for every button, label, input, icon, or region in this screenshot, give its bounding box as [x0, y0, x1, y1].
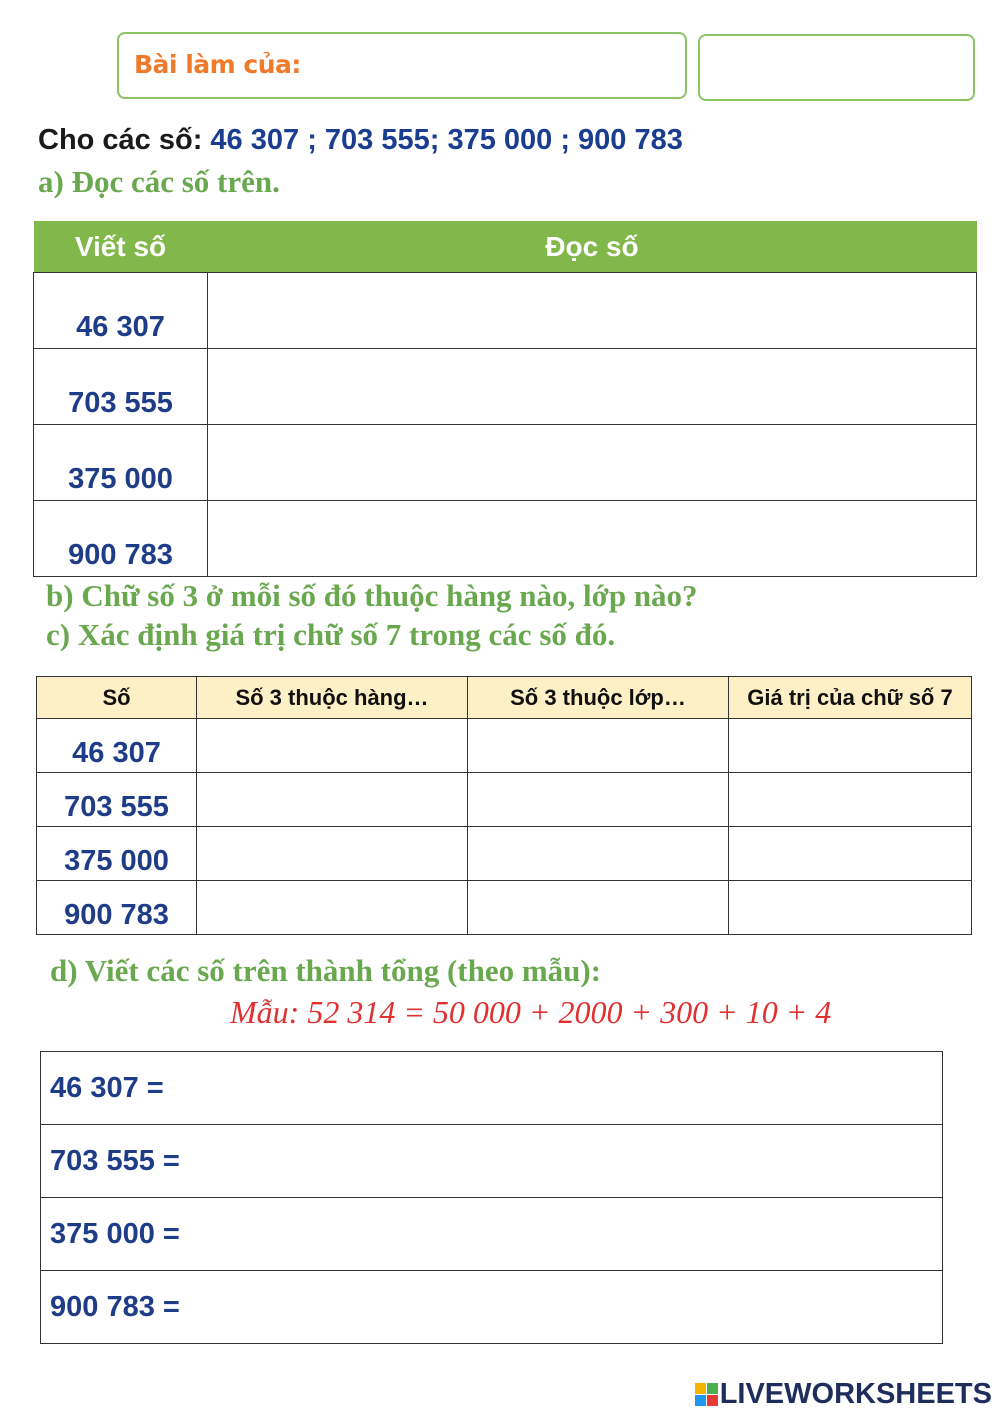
section-b-title: b) Chữ số 3 ở mỗi số đó thuộc hàng nào, lớp nào?: [46, 578, 698, 613]
number-cell: 375 000: [34, 425, 208, 501]
table-row: [34, 349, 977, 425]
table-row: [34, 425, 977, 501]
student-name-label: Bài làm của:: [134, 50, 301, 79]
answer-cell[interactable]: [197, 773, 468, 827]
column-header-read: Đọc số: [208, 221, 977, 273]
table-row: [34, 273, 977, 349]
sum-row-label[interactable]: 900 783 =: [41, 1271, 943, 1344]
answer-cell[interactable]: [468, 881, 729, 935]
table-row[interactable]: [41, 1125, 943, 1198]
number-cell: 46 307: [37, 719, 197, 773]
answer-cell[interactable]: [468, 827, 729, 881]
section-c-title: c) Xác định giá trị chữ số 7 trong các số đó.: [46, 617, 616, 652]
table-row: [37, 881, 972, 935]
answer-cell[interactable]: [208, 273, 977, 349]
intro-prefix: Cho các số:: [38, 124, 203, 156]
number-cell: 900 783: [34, 501, 208, 577]
answer-cell[interactable]: [197, 719, 468, 773]
column-header-number: Số: [37, 677, 197, 719]
liveworksheets-logo: [695, 1378, 992, 1411]
table-row: [37, 773, 972, 827]
column-header-write: Viết số: [34, 221, 208, 273]
answer-cell[interactable]: [197, 881, 468, 935]
column-header-value: Giá trị của chữ số 7: [729, 677, 972, 719]
number-cell: 375 000: [37, 827, 197, 881]
logo-icon: [695, 1383, 718, 1406]
answer-cell[interactable]: [729, 773, 972, 827]
number-cell: 900 783: [37, 881, 197, 935]
model-example: Mẫu: 52 314 = 50 000 + 2000 + 300 + 10 + 4: [230, 994, 832, 1030]
number-cell: 703 555: [37, 773, 197, 827]
section-d-title: d) Viết các số trên thành tổng (theo mẫu):: [50, 953, 602, 988]
sum-row-label[interactable]: 703 555 =: [41, 1125, 943, 1198]
answer-cell[interactable]: [208, 349, 977, 425]
answer-cell[interactable]: [208, 501, 977, 577]
intro-line: [38, 124, 683, 157]
table-row: [37, 827, 972, 881]
answer-cell[interactable]: [197, 827, 468, 881]
reading-table: [33, 221, 977, 577]
sum-row-label[interactable]: 375 000 =: [41, 1198, 943, 1271]
sum-row-label[interactable]: 46 307 =: [41, 1052, 943, 1125]
answer-cell[interactable]: [729, 827, 972, 881]
answer-cell[interactable]: [729, 719, 972, 773]
column-header-place: Số 3 thuộc hàng…: [197, 677, 468, 719]
digit-table: [36, 676, 972, 935]
score-box[interactable]: [698, 34, 975, 101]
table-row: [37, 719, 972, 773]
student-name-box[interactable]: [117, 32, 687, 99]
number-cell: 703 555: [34, 349, 208, 425]
table-row[interactable]: [41, 1052, 943, 1125]
table-row: [34, 501, 977, 577]
table-row[interactable]: [41, 1198, 943, 1271]
answer-cell[interactable]: [729, 881, 972, 935]
column-header-class: Số 3 thuộc lớp…: [468, 677, 729, 719]
answer-cell[interactable]: [468, 719, 729, 773]
sum-table: [40, 1051, 943, 1344]
brand-name: LIVEWORKSHEETS: [719, 1378, 992, 1410]
answer-cell[interactable]: [468, 773, 729, 827]
answer-cell[interactable]: [208, 425, 977, 501]
number-cell: 46 307: [34, 273, 208, 349]
intro-numbers: 46 307 ; 703 555; 375 000 ; 900 783: [202, 124, 683, 156]
table-row[interactable]: [41, 1271, 943, 1344]
section-a-title: a) Đọc các số trên.: [38, 164, 280, 199]
